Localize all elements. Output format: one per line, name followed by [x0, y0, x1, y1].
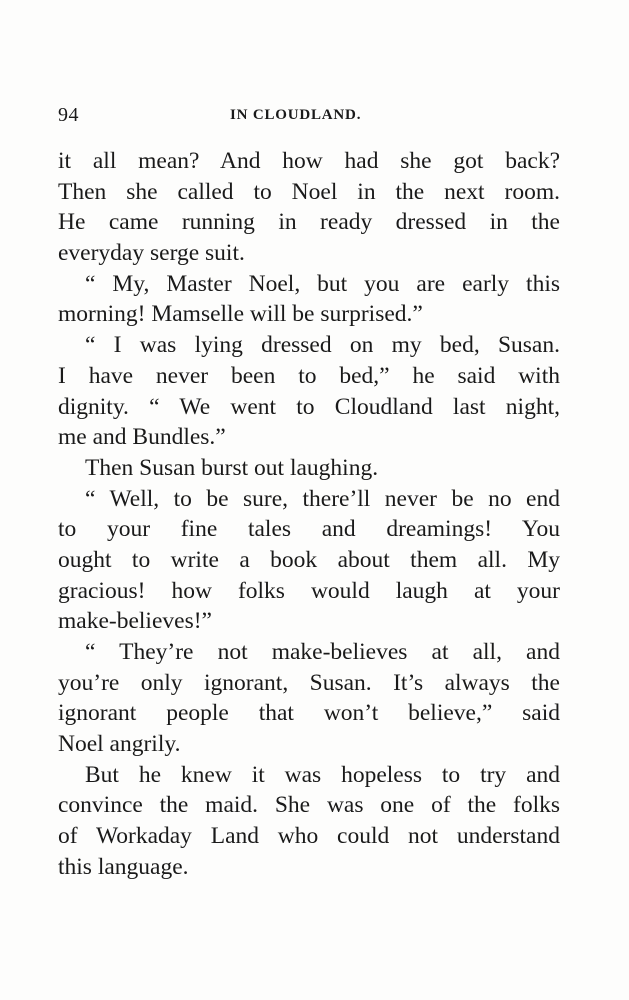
- text-line: dignity. “ We went to Cloudland last night,: [58, 393, 560, 420]
- text-line: to your fine tales and dreamings! You: [58, 516, 560, 543]
- page-number: 94: [58, 104, 79, 126]
- body-text: [58, 146, 560, 883]
- page-header: [58, 104, 558, 134]
- text-line: “ They’re not make-believes at all, and: [85, 639, 560, 665]
- text-line: it all mean? And how had she got back?: [58, 148, 560, 174]
- text-line: this language.: [58, 853, 189, 880]
- text-line: I have never been to bed,” he said with: [58, 362, 560, 389]
- text-line: you’re only ignorant, Susan. It’s always the: [58, 669, 560, 696]
- text-line: But he knew it was hopeless to try and: [85, 761, 560, 788]
- text-line: convince the maid. She was one of the folks: [58, 792, 560, 819]
- text-line: ignorant people that won’t believe,” said: [58, 700, 560, 727]
- text-line: Then Susan burst out laughing.: [85, 454, 379, 481]
- text-line: Then she called to Noel in the next room.: [58, 178, 560, 205]
- text-line: gracious! how folks would laugh at your: [58, 577, 560, 604]
- text-line: “ Well, to be sure, there’ll never be no end: [85, 485, 560, 512]
- text-line: “ I was lying dressed on my bed, Susan.: [85, 332, 560, 359]
- text-line: “ My, Master Noel, but you are early this: [85, 270, 560, 297]
- text-line: He came running in ready dressed in the: [58, 209, 560, 236]
- text-line: me and Bundles.”: [58, 424, 226, 451]
- text-line: ought to write a book about them all. My: [58, 546, 560, 573]
- text-line: of Workaday Land who could not understand: [58, 823, 560, 850]
- text-line: everyday serge suit.: [58, 240, 245, 267]
- text-line: Noel angrily.: [58, 731, 181, 758]
- text-line: make-believes!”: [58, 608, 212, 635]
- running-title: IN CLOUDLAND.: [230, 107, 362, 123]
- text-line: morning! Mamselle will be surprised.”: [58, 301, 423, 328]
